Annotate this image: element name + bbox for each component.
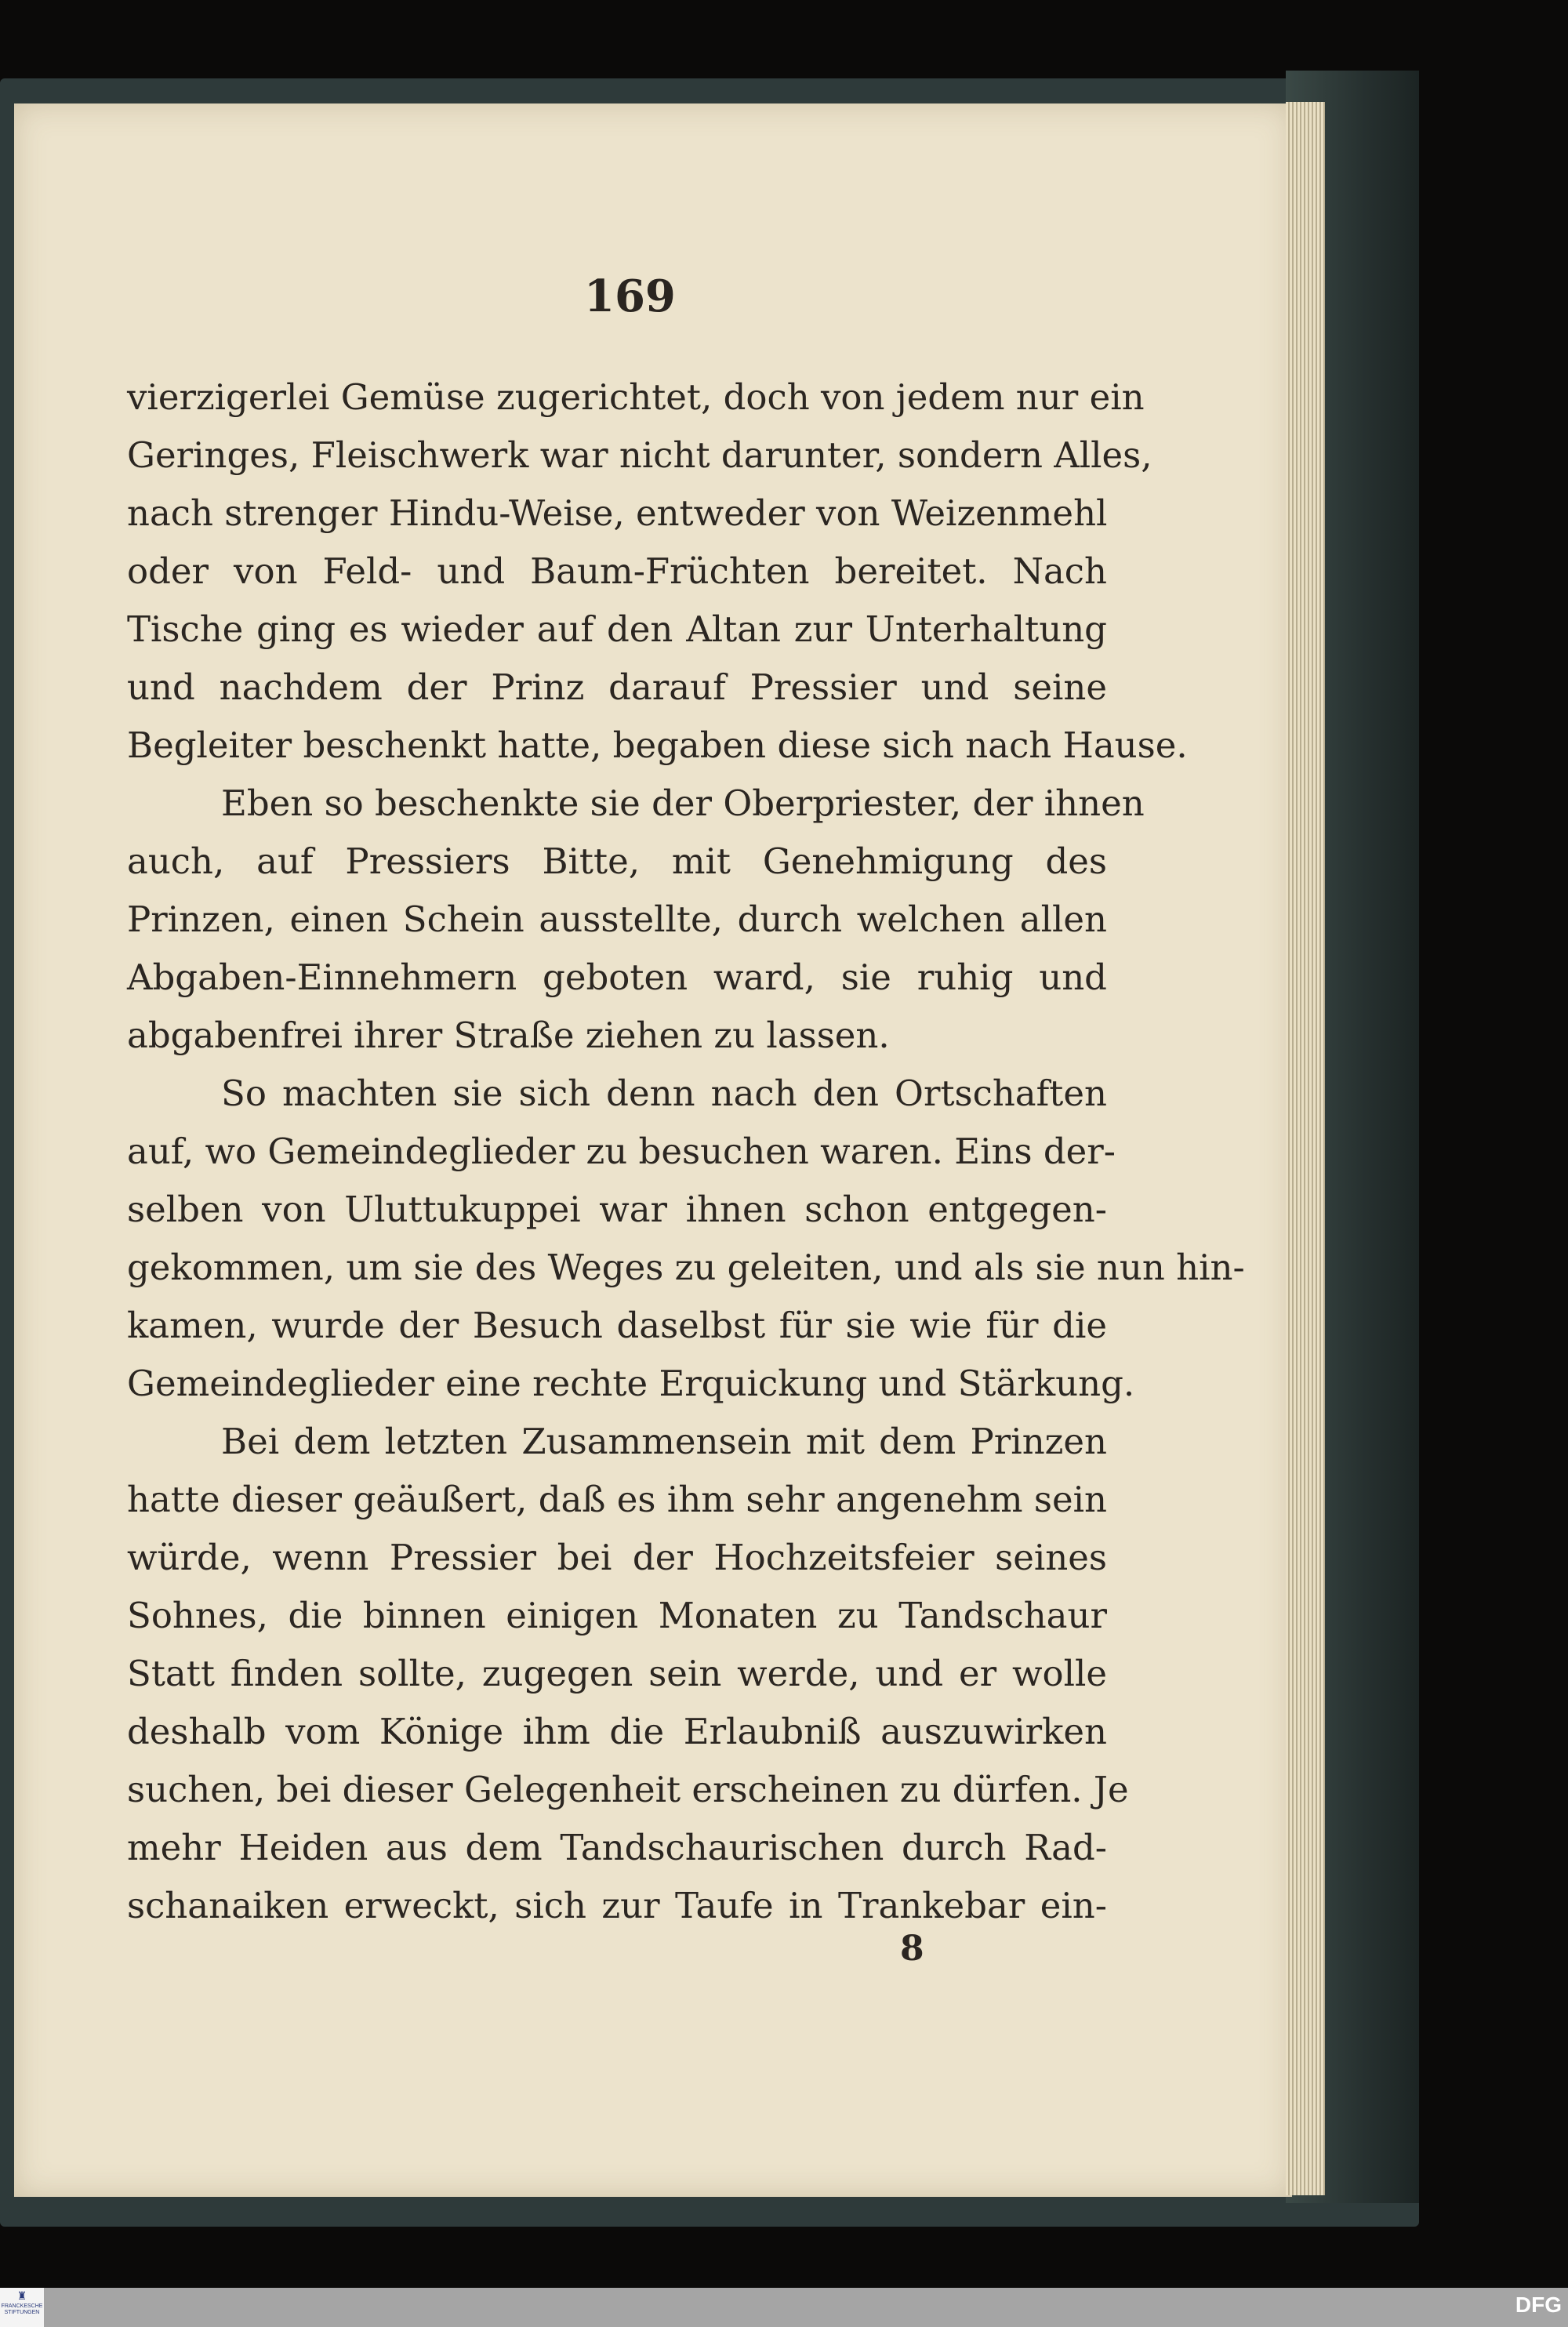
text-line: Prinzen, einen Schein ausstellte, durch welchen allen (127, 898, 1107, 940)
text-line: Sohnes, die binnen einigen Monaten zu Tandschaur (127, 1595, 1107, 1636)
francke-logo-icon: ♜ (16, 2290, 27, 2303)
text-line: und nachdem der Prinz darauf Pressier und seine (127, 666, 1107, 708)
text-line: gekommen, um sie des Weges zu geleiten, und als sie nun hin- (127, 1247, 1245, 1288)
text-line: schanaiken erweckt, sich zur Taufe in Trankebar ein- (127, 1885, 1107, 1926)
text-line: So machten sie sich denn nach den Ortschaften (221, 1073, 1107, 1114)
text-line: Geringes, Fleischwerk war nicht darunter, sondern Alles, (127, 434, 1152, 476)
text-line: auch, auf Pressiers Bitte, mit Genehmigung des (127, 840, 1107, 882)
page-number: 169 (584, 270, 676, 322)
text-line: Eben so beschenkte sie der Oberpriester, der ihnen (221, 782, 1145, 824)
viewer-footer-bar (0, 2288, 1568, 2327)
text-line: Begleiter beschenkt hatte, begaben diese sich nach Hause. (127, 724, 1188, 766)
text-line: deshalb vom Könige ihm die Erlaubniß auszuwirken (127, 1711, 1107, 1752)
page-text (127, 368, 1245, 1935)
text-line: mehr Heiden aus dem Tandschaurischen durch Rad- (127, 1827, 1107, 1868)
signature-mark: 8 (900, 1929, 924, 1969)
text-line: Abgaben-Einnehmern geboten ward, sie ruhig und (127, 957, 1107, 998)
text-line: selben von Uluttukuppei war ihnen schon entgegen- (127, 1189, 1107, 1230)
page-edges (1286, 102, 1325, 2195)
text-line: suchen, bei dieser Gelegenheit erscheinen zu dürfen. Je (127, 1769, 1129, 1810)
text-line: Bei dem letzten Zusammensein mit dem Prinzen (221, 1421, 1107, 1462)
text-line: hatte dieser geäußert, daß es ihm sehr angenehm sein (127, 1479, 1107, 1520)
dfg-logo[interactable]: DFG (1515, 2293, 1562, 2317)
text-line: Gemeindeglieder eine rechte Erquickung und Stärkung. (127, 1363, 1135, 1404)
text-line: kamen, wurde der Besuch daselbst für sie wie für die (127, 1305, 1107, 1346)
francke-logo[interactable] (0, 2288, 44, 2327)
francke-logo-text: FRANCKESCHE STIFTUNGEN (1, 2303, 43, 2315)
text-line: abgabenfrei ihrer Straße ziehen zu lassen. (127, 1015, 890, 1056)
text-line: Statt finden sollte, zugegen sein werde, und er wolle (127, 1653, 1107, 1694)
text-line: vierzigerlei Gemüse zugerichtet, doch von jedem nur ein (127, 376, 1145, 418)
text-line: oder von Feld- und Baum-Früchten bereitet. Nach (127, 550, 1107, 592)
text-line: auf, wo Gemeindeglieder zu besuchen waren. Eins der- (127, 1131, 1116, 1172)
text-line: würde, wenn Pressier bei der Hochzeitsfeier seines (127, 1537, 1107, 1578)
text-line: Tische ging es wieder auf den Altan zur Unterhaltung (127, 608, 1107, 650)
text-line: nach strenger Hindu-Weise, entweder von Weizenmehl (127, 492, 1108, 534)
